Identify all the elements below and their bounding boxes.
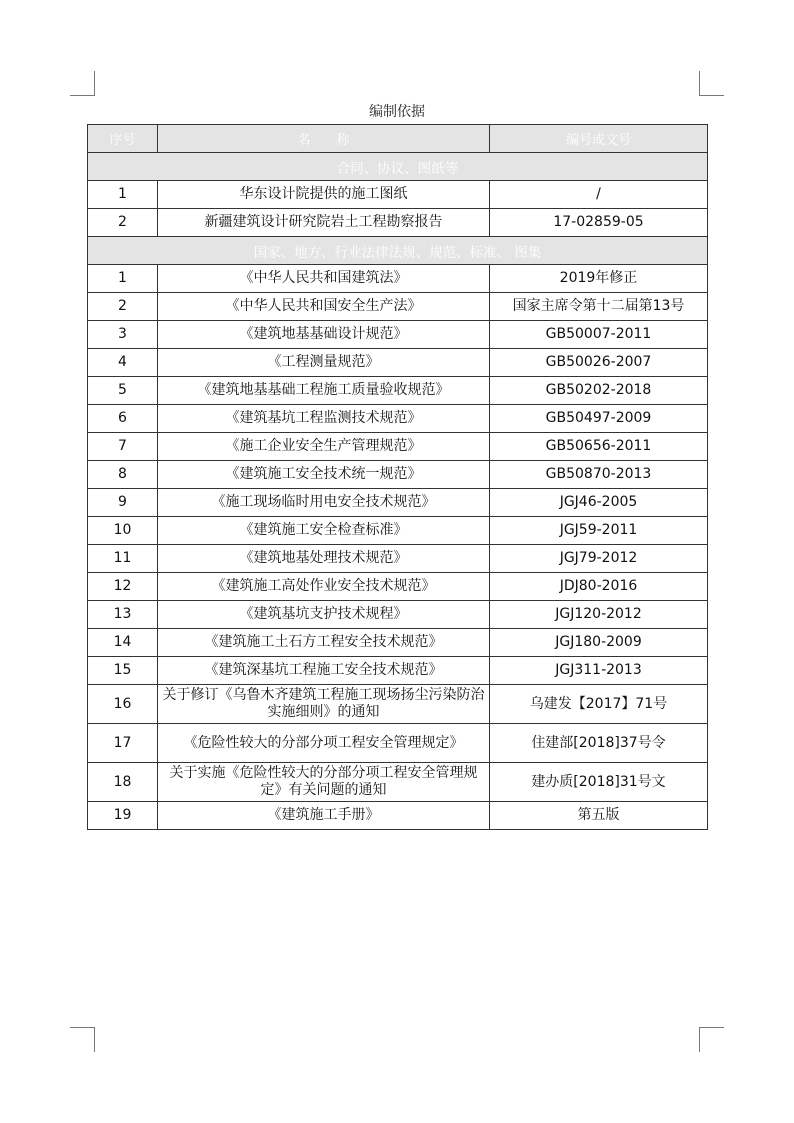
cell-no: 10	[88, 517, 158, 545]
header-code: 编号或文号	[490, 125, 708, 153]
cell-code: 第五版	[490, 802, 708, 830]
crop-mark-top-right	[699, 71, 724, 96]
cell-no: 14	[88, 629, 158, 657]
table-row	[88, 489, 708, 517]
cell-no: 16	[88, 685, 158, 724]
table-row	[88, 517, 708, 545]
cell-name: 《建筑施工手册》	[158, 802, 490, 830]
cell-code: GB50497-2009	[490, 405, 708, 433]
table-row	[88, 685, 708, 724]
cell-no: 19	[88, 802, 158, 830]
cell-code: JGJ120-2012	[490, 601, 708, 629]
cell-no: 7	[88, 433, 158, 461]
cell-no: 1	[88, 265, 158, 293]
header-no: 序号	[88, 125, 158, 153]
section-heading-row	[88, 237, 708, 265]
cell-code: GB50026-2007	[490, 349, 708, 377]
cell-code: 2019年修正	[490, 265, 708, 293]
cell-no: 15	[88, 657, 158, 685]
cell-name: 《施工现场临时用电安全技术规范》	[158, 489, 490, 517]
cell-code: JGJ46-2005	[490, 489, 708, 517]
cell-code: 国家主席令第十二届第13号	[490, 293, 708, 321]
cell-code: GB50007-2011	[490, 321, 708, 349]
table-row	[88, 209, 708, 237]
table-row	[88, 433, 708, 461]
table-row	[88, 629, 708, 657]
cell-no: 18	[88, 763, 158, 802]
basis-table	[87, 124, 708, 830]
cell-code: GB50870-2013	[490, 461, 708, 489]
cell-name: 《建筑地基处理技术规范》	[158, 545, 490, 573]
cell-code: JGJ79-2012	[490, 545, 708, 573]
cell-name: 《中华人民共和国安全生产法》	[158, 293, 490, 321]
cell-code: JGJ59-2011	[490, 517, 708, 545]
cell-no: 11	[88, 545, 158, 573]
cell-no: 1	[88, 181, 158, 209]
cell-code: 住建部[2018]37号令	[490, 724, 708, 763]
crop-mark-bottom-left	[70, 1027, 95, 1052]
header-name: 名 称	[158, 125, 490, 153]
cell-no: 13	[88, 601, 158, 629]
table-row	[88, 377, 708, 405]
cell-no: 2	[88, 293, 158, 321]
cell-name: 《建筑施工高处作业安全技术规范》	[158, 573, 490, 601]
table-row	[88, 405, 708, 433]
cell-name: 《建筑地基基础工程施工质量验收规范》	[158, 377, 490, 405]
cell-name: 《建筑施工安全检查标准》	[158, 517, 490, 545]
cell-code: JDJ80-2016	[490, 573, 708, 601]
section-heading-row	[88, 153, 708, 181]
cell-name: 《建筑施工安全技术统一规范》	[158, 461, 490, 489]
cell-no: 17	[88, 724, 158, 763]
table-row	[88, 293, 708, 321]
cell-code: GB50202-2018	[490, 377, 708, 405]
cell-name: 《中华人民共和国建筑法》	[158, 265, 490, 293]
cell-name: 新疆建筑设计研究院岩土工程勘察报告	[158, 209, 490, 237]
cell-no: 6	[88, 405, 158, 433]
cell-name: 《建筑地基基础设计规范》	[158, 321, 490, 349]
cell-no: 3	[88, 321, 158, 349]
table-row	[88, 545, 708, 573]
table-row	[88, 724, 708, 763]
table-row	[88, 265, 708, 293]
table-header-row	[88, 125, 708, 153]
crop-mark-top-left	[70, 71, 95, 96]
table-row	[88, 763, 708, 802]
table-row	[88, 573, 708, 601]
table-row	[88, 601, 708, 629]
cell-code: /	[490, 181, 708, 209]
cell-name: 《建筑施工土石方工程安全技术规范》	[158, 629, 490, 657]
cell-name: 《工程测量规范》	[158, 349, 490, 377]
cell-code: 17-02859-05	[490, 209, 708, 237]
document-title: 编制依据	[369, 104, 425, 120]
table-row	[88, 657, 708, 685]
table-row	[88, 181, 708, 209]
cell-name: 《建筑深基坑工程施工安全技术规范》	[158, 657, 490, 685]
table-row	[88, 461, 708, 489]
crop-mark-bottom-right	[699, 1027, 724, 1052]
cell-no: 2	[88, 209, 158, 237]
cell-no: 8	[88, 461, 158, 489]
cell-name: 华东设计院提供的施工图纸	[158, 181, 490, 209]
section-heading: 合同、协议、图纸等	[88, 153, 708, 181]
cell-no: 12	[88, 573, 158, 601]
cell-code: 建办质[2018]31号文	[490, 763, 708, 802]
table-row	[88, 321, 708, 349]
cell-name: 关于实施《危险性较大的分部分项工程安全管理规定》有关问题的通知	[158, 763, 490, 802]
cell-name: 《建筑基坑工程监测技术规范》	[158, 405, 490, 433]
cell-name: 关于修订《乌鲁木齐建筑工程施工现场扬尘污染防治实施细则》的通知	[158, 685, 490, 724]
cell-no: 4	[88, 349, 158, 377]
table-row	[88, 349, 708, 377]
cell-name: 《施工企业安全生产管理规范》	[158, 433, 490, 461]
cell-code: JGJ180-2009	[490, 629, 708, 657]
section-heading: 国家、地方、行业法律法规、规范、标准、 图集	[88, 237, 708, 265]
cell-code: GB50656-2011	[490, 433, 708, 461]
cell-no: 5	[88, 377, 158, 405]
cell-no: 9	[88, 489, 158, 517]
cell-name: 《危险性较大的分部分项工程安全管理规定》	[158, 724, 490, 763]
table-row	[88, 802, 708, 830]
cell-code: 乌建发【2017】71号	[490, 685, 708, 724]
cell-code: JGJ311-2013	[490, 657, 708, 685]
cell-name: 《建筑基坑支护技术规程》	[158, 601, 490, 629]
